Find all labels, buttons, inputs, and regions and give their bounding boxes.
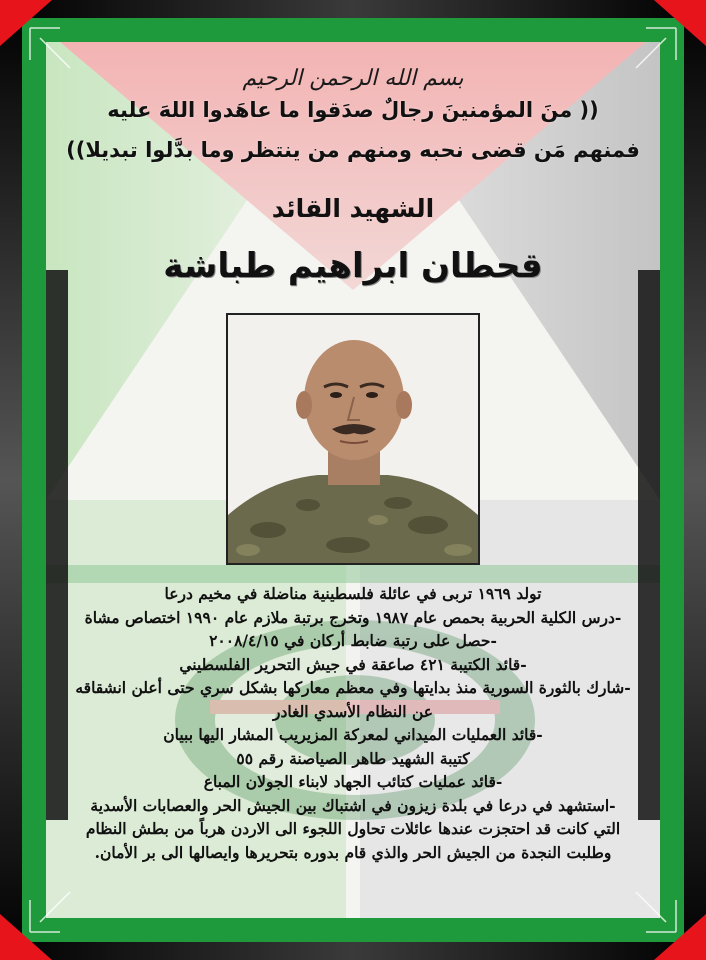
biography [40, 582, 666, 864]
quran-verse-line-2: فمنهم مَن قضى نحبه ومنهم من ينتظر وما بدَّلوا تبديلا)) [66, 138, 640, 162]
bio-line: -قائد الكتيبة ٤٢١ صاعقة في جيش التحرير الفلسطيني [179, 654, 527, 674]
bio-line: -حصل على رتبة ضابط أركان في ٢٠٠٨/٤/١٥ [209, 631, 497, 650]
bio-line: تولد ١٩٦٩ تربى في عائلة فلسطينية مناضلة في مخيم درعا [164, 584, 542, 603]
bio-line: -درس الكلية الحربية بحمص عام ١٩٨٧ وتخرج برتبة ملازم عام ١٩٩٠ اختصاص مشاة [84, 607, 622, 627]
martyr-name: قحطان ابراهيم طباشة [163, 246, 543, 286]
martyr-title: الشهيد القائد [271, 194, 435, 223]
bio-line: -قائد العمليات الميداني لمعركة المزيريب المشار اليها ببيان [163, 725, 543, 744]
bio-line: عن النظام الأسدي الغادر [273, 701, 433, 721]
bio-line: كتيبة الشهيد طاهر الصياصنة رقم ٥٥ [236, 748, 470, 768]
bio-line: التي كانت قد احتجزت عندها عائلات تحاول اللجوء الى الاردن هرباً من بطش النظام [85, 819, 621, 838]
bio-line: -شارك بالثورة السورية منذ بدايتها وفي معظم معاركها بشكل سري حتى أعلن انشقاقه [75, 678, 631, 697]
bio-line: وطلبت النجدة من الجيش الحر والذي قام بدوره بتحريرها وايصالها الى بر الأمان. [94, 842, 612, 862]
bio-line: -استشهد في درعا في بلدة زيزون في اشتباك بين الجيش الحر والعصابات الأسدية [90, 795, 616, 815]
bio-line: -قائد عمليات كتائب الجهاد لابناء الجولان المباع [203, 772, 503, 791]
basmala-text: بسم الله الرحمن الرحيم [242, 66, 464, 91]
quran-verse-line-1: (( منَ المؤمنينَ رجالٌ صدَقوا ما عاهَدوا اللهَ عليه [107, 98, 599, 122]
portrait-photo [226, 313, 480, 565]
